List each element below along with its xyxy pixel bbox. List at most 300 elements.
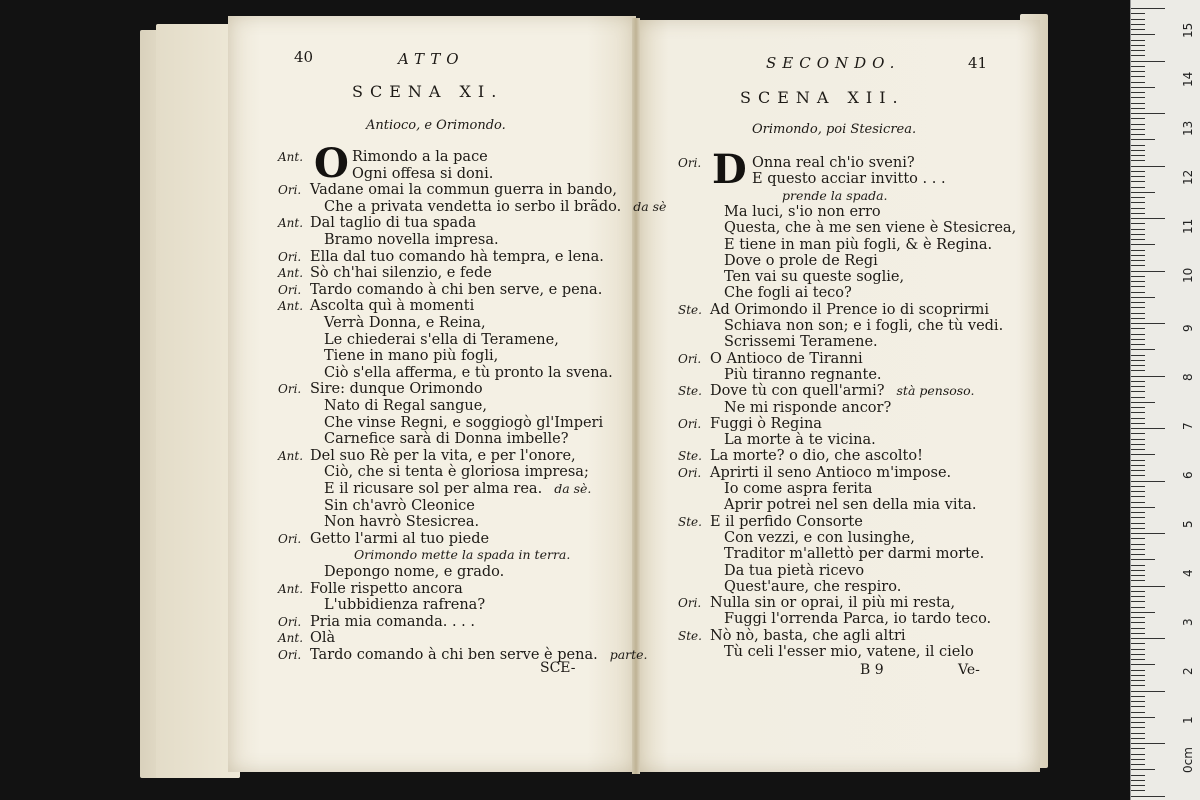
- verse-text: Carnefice sarà di Donna imbelle?: [324, 431, 569, 448]
- verse-text: Ella dal tuo comando hà tempra, e lena.: [310, 248, 604, 265]
- verse-line: [278, 165, 493, 183]
- verse-line: [678, 643, 974, 661]
- verse-text: Onna real ch'io sveni?: [752, 155, 915, 171]
- verse-text: Nato di Regal sangue,: [324, 398, 487, 414]
- stage-direction: stà pensoso.: [896, 383, 975, 399]
- verse-text: Schiava non son; e i fogli, che tù vedi.: [724, 318, 1004, 334]
- ruler-tick: [1131, 276, 1145, 277]
- left-scene-characters: Antioco, e Orimondo.: [366, 118, 506, 133]
- ruler-tick: [1131, 213, 1145, 214]
- ruler-tick: [1131, 465, 1145, 466]
- speaker-label: Ori.: [678, 416, 702, 431]
- ruler-tick: [1131, 680, 1145, 681]
- speaker-label: Ori.: [678, 156, 702, 170]
- verse-line: [278, 513, 479, 531]
- verse-line: [678, 627, 906, 645]
- verse-line: [678, 610, 991, 628]
- ruler-tick: [1131, 208, 1145, 209]
- verse-line: [278, 347, 498, 365]
- speaker-label: Ant.: [278, 299, 304, 314]
- ruler-tick: [1131, 433, 1145, 434]
- ruler-tick: [1131, 780, 1145, 781]
- ruler-tick: [1131, 355, 1145, 356]
- ruler-tick: [1131, 124, 1145, 125]
- verse-text: Ten vai su queste soglie,: [724, 269, 905, 286]
- ruler-tick: [1131, 286, 1145, 287]
- verse-line: [678, 513, 863, 531]
- ruler-tick: [1131, 470, 1145, 471]
- ruler-tick: [1131, 428, 1165, 429]
- ruler-tick: [1131, 706, 1145, 707]
- ruler-tick: [1131, 145, 1145, 146]
- verse-text: Ad Orimondo il Prence io di scoprirmi: [710, 301, 990, 318]
- ruler-tick: [1131, 528, 1145, 529]
- ruler-tick: [1131, 612, 1155, 613]
- speaker-label: Ant.: [278, 631, 304, 646]
- verse-line: [678, 415, 822, 433]
- verse-text: Che vinse Regni, e soggiogò gl'Imperi: [324, 414, 604, 431]
- speaker-label: Ste.: [678, 514, 702, 529]
- ruler-tick: [1131, 302, 1145, 303]
- ruler-tick: [1131, 449, 1145, 450]
- ruler-tick: [1131, 643, 1145, 644]
- verse-text: Tù celi l'esser mio, vatene, il cielo: [724, 644, 974, 660]
- ruler-tick: [1131, 517, 1145, 518]
- speaker-label: Ori.: [278, 382, 302, 397]
- ruler-tick: [1131, 386, 1145, 387]
- ruler-tick: [1131, 139, 1155, 140]
- ruler-tick: [1131, 76, 1145, 77]
- ruler-label: 10: [1181, 267, 1195, 283]
- ruler-tick: [1131, 659, 1145, 660]
- ruler-tick: [1131, 412, 1145, 413]
- verse-line: [278, 414, 603, 432]
- ruler-tick: [1131, 134, 1145, 135]
- ruler-tick: [1131, 13, 1145, 14]
- ruler-tick: [1131, 759, 1145, 760]
- verse-line: [278, 497, 475, 515]
- right-running-head: SECONDO.: [766, 54, 901, 72]
- verse-line: [278, 214, 476, 232]
- ruler-tick: [1131, 313, 1145, 314]
- speaker-label: Ant.: [278, 266, 304, 281]
- verse-text: Del suo Rè per la vita, e per l'onore,: [310, 447, 576, 464]
- ruler-tick: [1131, 586, 1165, 587]
- right-catchword: Ve-: [958, 662, 980, 678]
- ruler-tick: [1131, 775, 1145, 776]
- ruler-tick: [1131, 754, 1145, 755]
- ruler-tick: [1131, 701, 1145, 702]
- verse-line: [278, 231, 499, 249]
- ruler-tick: [1131, 486, 1145, 487]
- ruler-tick: [1131, 155, 1145, 156]
- verse-line: [278, 646, 648, 664]
- ruler-tick: [1131, 71, 1145, 72]
- ruler-tick: [1131, 691, 1165, 692]
- speaker-label: Ste.: [678, 449, 702, 464]
- verse-line: [278, 198, 666, 216]
- speaker-label: Ant.: [278, 216, 304, 231]
- verse-text: Nulla sin or oprai, il più mi resta,: [710, 595, 956, 612]
- left-page-number: 40: [294, 48, 314, 66]
- verse-line: [678, 203, 881, 221]
- ruler-tick: [1131, 533, 1165, 534]
- ruler-tick: [1131, 45, 1145, 46]
- ruler-tick: [1131, 512, 1145, 513]
- verse-text: Dove o prole de Regi: [724, 252, 878, 269]
- verse-line: [278, 397, 487, 415]
- verse-text: Che fogli ai teco?: [724, 285, 852, 302]
- verse-text: E il ricusare sol per alma rea.: [324, 481, 543, 497]
- ruler-tick: [1131, 118, 1145, 119]
- ruler-tick: [1131, 481, 1165, 482]
- ruler-tick: [1131, 323, 1165, 324]
- ruler-tick: [1131, 622, 1145, 623]
- ruler-tick: [1131, 491, 1145, 492]
- verse-line: [278, 447, 576, 465]
- ruler-tick: [1131, 675, 1145, 676]
- ruler-tick: [1131, 223, 1145, 224]
- verse-text: Depongo nome, e grado.: [324, 564, 505, 580]
- verse-line: [278, 297, 474, 315]
- verse-text: Sò ch'hai silenzio, e fede: [310, 265, 492, 282]
- verse-line: [278, 563, 504, 581]
- ruler-tick: [1131, 596, 1145, 597]
- verse-line: [278, 281, 602, 299]
- ruler-tick: [1131, 202, 1145, 203]
- verse-text: Olà: [310, 630, 336, 647]
- speaker-label: Ori.: [278, 614, 302, 629]
- stage-direction: da sè: [633, 198, 667, 214]
- ruler-tick: [1131, 187, 1145, 188]
- ruler-tick: [1131, 664, 1155, 665]
- ruler-tick: [1131, 318, 1145, 319]
- stage-direction: prende la spada.: [782, 187, 888, 203]
- verse-text: Fuggi ò Regina: [710, 415, 822, 432]
- speaker-label: Ste.: [678, 628, 702, 643]
- verse-line: [678, 366, 882, 384]
- ruler-label: 8: [1181, 373, 1195, 381]
- ruler-label: 7: [1181, 422, 1195, 430]
- ruler-tick: [1131, 554, 1145, 555]
- ruler-tick: [1131, 418, 1145, 419]
- ruler-tick: [1131, 790, 1145, 791]
- ruler-tick: [1131, 171, 1145, 172]
- verse-line: [678, 464, 951, 482]
- ruler-tick: [1131, 423, 1145, 424]
- verse-text: E questo acciar invitto . . .: [752, 171, 946, 188]
- ruler-tick: [1131, 197, 1145, 198]
- verse-line: [678, 301, 989, 319]
- measurement-ruler: [1130, 0, 1200, 800]
- ruler-tick: [1131, 654, 1145, 655]
- ruler-label: 2: [1181, 667, 1195, 675]
- ruler-tick: [1131, 738, 1145, 739]
- verse-line: [278, 314, 486, 332]
- ruler-tick: [1131, 92, 1145, 93]
- ruler-label: 14: [1181, 71, 1195, 87]
- verse-line: [278, 181, 617, 199]
- verse-line: [678, 399, 891, 417]
- ruler-tick: [1131, 218, 1165, 219]
- ruler-tick: [1131, 391, 1145, 392]
- ruler-tick: [1131, 244, 1155, 245]
- verse-line: [678, 252, 878, 270]
- speaker-label: Ori.: [278, 183, 302, 198]
- left-dropcap: O: [314, 140, 349, 187]
- verse-line: [278, 480, 591, 498]
- verse-line: [278, 430, 569, 448]
- verse-text: Folle rispetto ancora: [310, 580, 463, 597]
- verse-text: Che a privata vendetta io serbo il brãdo.: [324, 198, 622, 215]
- ruler-tick: [1131, 82, 1145, 83]
- ruler-tick: [1131, 50, 1145, 51]
- ruler-label: 0cm: [1181, 747, 1195, 773]
- verse-line: [278, 463, 589, 481]
- ruler-tick: [1131, 717, 1155, 718]
- right-scene-title: SCENA XII.: [740, 88, 905, 107]
- ruler-tick: [1131, 785, 1145, 786]
- ruler-tick: [1131, 570, 1145, 571]
- verse-text: Scrissemi Teramene.: [724, 334, 878, 351]
- verse-text: Rimondo a la pace: [352, 149, 488, 165]
- ruler-tick: [1131, 502, 1145, 503]
- ruler-tick: [1131, 234, 1145, 235]
- stage-direction: Orimondo mette la spada in terra.: [354, 547, 571, 563]
- speaker-label: Ant.: [278, 150, 304, 164]
- verse-line: [278, 546, 570, 564]
- ruler-tick: [1131, 34, 1155, 35]
- ruler-tick: [1131, 454, 1155, 455]
- speaker-label: Ori.: [678, 465, 702, 480]
- verse-line: [678, 562, 864, 580]
- verse-text: Getto l'armi al tuo piede: [310, 530, 490, 547]
- ruler-tick: [1131, 307, 1145, 308]
- ruler-tick: [1131, 575, 1145, 576]
- speaker-label: Ste.: [678, 384, 702, 399]
- verse-text: Vadane omai la commun guerra in bando,: [310, 182, 617, 199]
- ruler-label: 1: [1181, 716, 1195, 724]
- verse-text: Tiene in mano più fogli,: [324, 348, 499, 365]
- verse-text: Io come aspra ferita: [724, 481, 873, 497]
- verse-line: [678, 447, 923, 465]
- verse-line: [678, 219, 1016, 237]
- ruler-tick: [1131, 381, 1145, 382]
- ruler-tick: [1131, 344, 1145, 345]
- verse-text: Pria mia comanda. . . .: [310, 613, 475, 630]
- verse-line: [678, 529, 915, 547]
- verse-line: [678, 594, 955, 612]
- ruler-tick: [1131, 565, 1145, 566]
- speaker-label: Ori.: [678, 351, 702, 366]
- verse-line: [278, 331, 559, 349]
- verse-text: O Antioco de Tiranni: [710, 350, 863, 367]
- ruler-tick: [1131, 444, 1145, 445]
- ruler-tick: [1131, 649, 1145, 650]
- ruler-tick: [1131, 748, 1145, 749]
- ruler-tick: [1131, 397, 1145, 398]
- verse-text: Sire: dunque Orimondo: [310, 381, 483, 398]
- ruler-tick: [1131, 55, 1145, 56]
- ruler-tick: [1131, 24, 1145, 25]
- ruler-tick: [1131, 376, 1165, 377]
- verse-text: Più tiranno regnante.: [724, 366, 882, 383]
- verse-line: [278, 364, 613, 382]
- verse-line: [678, 268, 904, 286]
- verse-text: Le chiederai s'ella di Teramene,: [324, 331, 559, 348]
- verse-line: [678, 284, 852, 302]
- ruler-tick: [1131, 507, 1155, 508]
- verse-text: Quest'aure, che respiro.: [724, 578, 902, 595]
- ruler-tick: [1131, 260, 1145, 261]
- ruler-tick: [1131, 61, 1165, 62]
- ruler-tick: [1131, 360, 1145, 361]
- ruler-tick: [1131, 129, 1145, 130]
- ruler-tick: [1131, 796, 1165, 797]
- ruler-tick: [1131, 339, 1145, 340]
- ruler-tick: [1131, 549, 1145, 550]
- ruler-tick: [1131, 334, 1145, 335]
- ruler-tick: [1131, 633, 1145, 634]
- verse-text: Questa, che à me sen viene è Stesicrea,: [724, 220, 1017, 237]
- speaker-label: Ori.: [678, 596, 702, 611]
- verse-line: [278, 596, 485, 614]
- ruler-tick: [1131, 8, 1165, 9]
- verse-line: [678, 578, 901, 596]
- ruler-label: 15: [1181, 22, 1195, 38]
- ruler-tick: [1131, 607, 1145, 608]
- ruler-tick: [1131, 255, 1145, 256]
- verse-text: Tardo comando à chi ben serve, e pena.: [310, 281, 603, 298]
- verse-text: Ma luci, s'io non erro: [724, 203, 881, 220]
- verse-text: Bramo novella impresa.: [324, 232, 499, 248]
- ruler-tick: [1131, 538, 1145, 539]
- verse-text: E tiene in man più fogli, & è Regina.: [724, 236, 993, 253]
- verse-line: [278, 380, 483, 398]
- ruler-tick: [1131, 496, 1145, 497]
- verse-line: [278, 530, 489, 548]
- ruler-tick: [1131, 439, 1145, 440]
- ruler-tick: [1131, 617, 1145, 618]
- ruler-tick: [1131, 544, 1145, 545]
- ruler-tick: [1131, 365, 1145, 366]
- ruler-tick: [1131, 601, 1145, 602]
- ruler-tick: [1131, 29, 1145, 30]
- ruler-tick: [1131, 108, 1145, 109]
- ruler-tick: [1131, 19, 1145, 20]
- ruler-tick: [1131, 523, 1145, 524]
- ruler-label: 4: [1181, 569, 1195, 577]
- ruler-tick: [1131, 685, 1145, 686]
- verse-text: Ne mi risponde ancor?: [724, 399, 892, 416]
- verse-line: [678, 480, 872, 498]
- stage-direction: da sè.: [554, 481, 592, 496]
- ruler-tick: [1131, 328, 1145, 329]
- verse-line: [278, 264, 492, 282]
- verse-line: [278, 629, 335, 647]
- verse-text: Traditor m'allettò per darmi morte.: [724, 546, 985, 563]
- ruler-tick: [1131, 475, 1145, 476]
- right-scene-characters: Orimondo, poi Stesicrea.: [752, 122, 917, 137]
- ruler-label: 3: [1181, 618, 1195, 626]
- verse-line: [278, 248, 604, 266]
- ruler-tick: [1131, 559, 1155, 560]
- left-running-head: ATTO: [398, 50, 465, 68]
- ruler-tick: [1131, 181, 1145, 182]
- verse-line: [678, 187, 888, 205]
- speaker-label: Ant.: [278, 581, 304, 596]
- verse-text: Da tua pietà ricevo: [724, 562, 865, 579]
- ruler-tick: [1131, 628, 1145, 629]
- ruler-tick: [1131, 297, 1155, 298]
- right-dropcap: D: [712, 146, 747, 193]
- ruler-tick: [1131, 271, 1165, 272]
- verse-text: Ciò, che si tenta è gloriosa impresa;: [324, 464, 589, 481]
- verse-text: E il perfido Consorte: [710, 513, 863, 530]
- ruler-tick: [1131, 40, 1145, 41]
- right-page-number: 41: [968, 54, 988, 72]
- ruler-tick: [1131, 150, 1145, 151]
- ruler-tick: [1131, 769, 1155, 770]
- ruler-tick: [1131, 239, 1145, 240]
- verse-text: L'ubbidienza rafrena?: [324, 597, 486, 614]
- left-scene-title: SCENA XI.: [352, 82, 504, 101]
- speaker-label: Ori.: [278, 648, 302, 662]
- verse-line: [678, 545, 984, 563]
- verse-line: [278, 580, 463, 598]
- verse-text: La morte? o dio, che ascolto!: [710, 448, 923, 465]
- ruler-label: 13: [1181, 120, 1195, 136]
- verse-text: Fuggi l'orrenda Parca, io tardo teco.: [724, 611, 992, 628]
- verse-text: Aprirti il seno Antioco m'impose.: [710, 464, 952, 481]
- ruler-tick: [1131, 722, 1145, 723]
- ruler-tick: [1131, 349, 1155, 350]
- verse-line: [678, 170, 946, 188]
- ruler-tick: [1131, 370, 1145, 371]
- ruler-tick: [1131, 407, 1145, 408]
- ruler-tick: [1131, 764, 1145, 765]
- ruler-label: 6: [1181, 471, 1195, 479]
- speaker-label: Ori.: [278, 531, 302, 546]
- ruler-tick: [1131, 113, 1165, 114]
- ruler-tick: [1131, 743, 1165, 744]
- verse-line: [678, 154, 915, 172]
- ruler-tick: [1131, 281, 1145, 282]
- verse-text: Verrà Donna, e Reina,: [324, 315, 486, 331]
- verse-text: Ogni offesa si doni.: [352, 165, 494, 182]
- ruler-tick: [1131, 696, 1145, 697]
- verse-line: [678, 236, 992, 254]
- ruler-tick: [1131, 712, 1145, 713]
- verse-text: Con vezzi, e con lusinghe,: [724, 529, 915, 546]
- ruler-tick: [1131, 229, 1145, 230]
- verse-text: Dal taglio di tua spada: [310, 215, 477, 232]
- ruler-label: 12: [1181, 169, 1195, 185]
- verse-text: La morte à te vicina.: [724, 432, 876, 449]
- verse-text: Sin ch'avrò Cleonice: [324, 497, 475, 514]
- speaker-label: Ant.: [278, 448, 304, 463]
- ruler-tick: [1131, 733, 1145, 734]
- right-signature: B 9: [860, 662, 884, 678]
- left-catchword: SCE-: [540, 660, 576, 676]
- verse-text: Aprir potrei nel sen della mia vita.: [724, 497, 977, 514]
- ruler-tick: [1131, 591, 1145, 592]
- verse-line: [678, 431, 876, 449]
- verse-line: [678, 496, 977, 514]
- ruler-tick: [1131, 580, 1145, 581]
- ruler-tick: [1131, 87, 1155, 88]
- ruler-tick: [1131, 460, 1145, 461]
